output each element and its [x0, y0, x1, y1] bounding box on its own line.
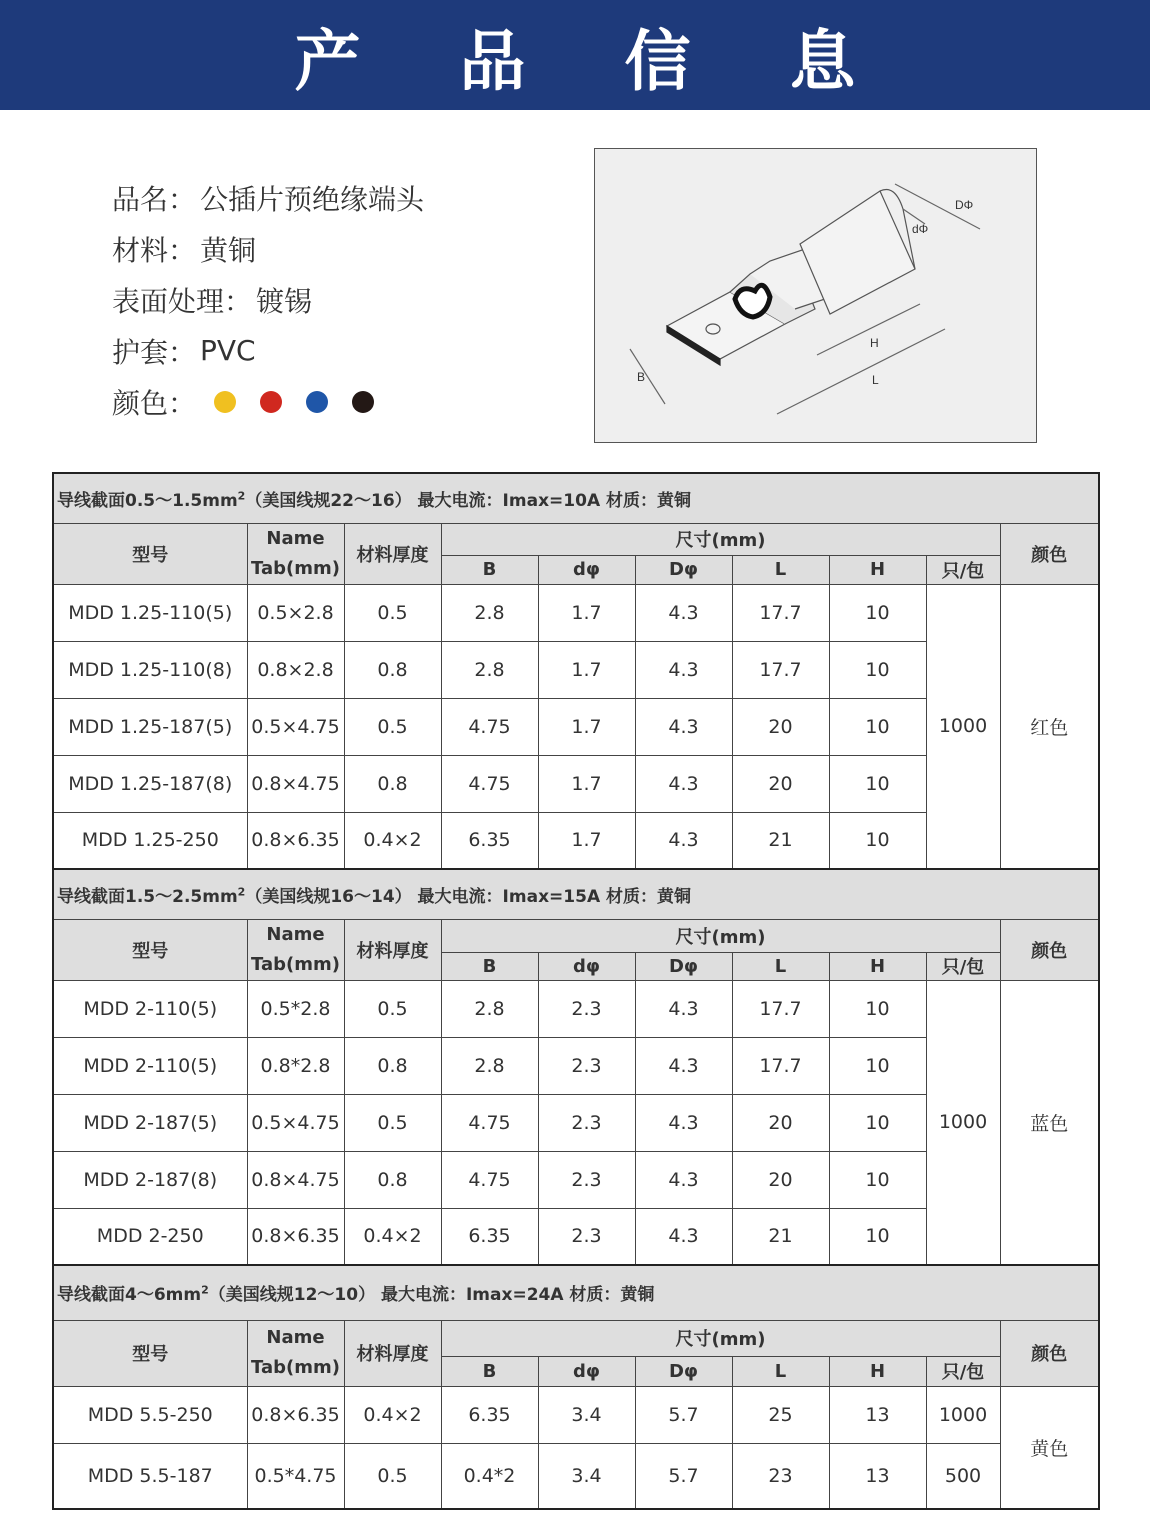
- label-l: L: [872, 373, 879, 387]
- cell-model: MDD 1.25-110(5): [53, 584, 247, 641]
- cell-d: 1.7: [538, 812, 635, 869]
- header-h: H: [829, 952, 926, 980]
- header-pack: 只/包: [926, 952, 1000, 980]
- cell-h: 10: [829, 584, 926, 641]
- label-b: B: [637, 370, 646, 384]
- cell-b: 6.35: [441, 1208, 538, 1265]
- cell-model: MDD 2-110(5): [53, 980, 247, 1037]
- terminal-diagram: [594, 148, 1037, 443]
- cell-thick: 0.5: [344, 1443, 441, 1509]
- cell-l: 20: [732, 698, 829, 755]
- product-name-row: [112, 172, 572, 223]
- cell-tab: 0.5×2.8: [247, 584, 344, 641]
- header-name-line2: Tab(mm): [251, 1357, 340, 1378]
- header-thickness: 材料厚度: [344, 919, 441, 980]
- header-thickness: 材料厚度: [344, 1320, 441, 1386]
- cell-h: 13: [829, 1386, 926, 1443]
- cell-d: 2.3: [538, 980, 635, 1037]
- header-h: H: [829, 1356, 926, 1386]
- header-dimensions: 尺寸(mm): [441, 1320, 1000, 1356]
- cell-h: 10: [829, 755, 926, 812]
- cell-b: 4.75: [441, 698, 538, 755]
- cell-h: 10: [829, 698, 926, 755]
- cell-tab: 0.8×2.8: [247, 641, 344, 698]
- column-header-row: [53, 919, 1099, 952]
- cell-tab: 0.5*2.8: [247, 980, 344, 1037]
- section-title-main: 导线截面0.5～1.5mm: [57, 490, 238, 511]
- cell-thick: 0.4×2: [344, 1208, 441, 1265]
- cell-d: 2.3: [538, 1037, 635, 1094]
- table-row: [53, 584, 1099, 641]
- cell-thick: 0.8: [344, 755, 441, 812]
- cell-l: 17.7: [732, 584, 829, 641]
- cell-tab: 0.8×4.75: [247, 755, 344, 812]
- cell-h: 10: [829, 1151, 926, 1208]
- cell-model: MDD 2-187(5): [53, 1094, 247, 1151]
- header-l: L: [732, 952, 829, 980]
- header-l: L: [732, 555, 829, 584]
- table-row: [53, 1443, 1099, 1509]
- cell-thick: 0.8: [344, 1037, 441, 1094]
- cell-thick: 0.5: [344, 584, 441, 641]
- cell-h: 10: [829, 980, 926, 1037]
- color-swatch-red: [260, 391, 282, 413]
- header-l: L: [732, 1356, 829, 1386]
- cell-model: MDD 5.5-187: [53, 1443, 247, 1509]
- cell-color: 蓝色: [1000, 980, 1099, 1265]
- section-header-row: [53, 869, 1099, 919]
- header-color: 颜色: [1000, 919, 1099, 980]
- section-title-main: 导线截面4～6mm: [57, 1285, 202, 1306]
- sleeve-row: [112, 325, 572, 376]
- header-model: 型号: [53, 919, 247, 980]
- label-h: H: [870, 336, 879, 350]
- product-name-value: 公插片预绝缘端头: [200, 182, 425, 216]
- column-header-row: [53, 523, 1099, 555]
- cell-d: 1.7: [538, 584, 635, 641]
- cell-l: 17.7: [732, 641, 829, 698]
- cell-l: 23: [732, 1443, 829, 1509]
- cell-pack: 1000: [926, 1386, 1000, 1443]
- color-swatch-black: [352, 391, 374, 413]
- section-header-row: [53, 1265, 1099, 1320]
- cell-h: 10: [829, 1094, 926, 1151]
- sleeve-label: 护套：: [112, 335, 197, 369]
- cell-h: 10: [829, 641, 926, 698]
- sleeve-value: PVC: [200, 334, 256, 367]
- cell-l: 20: [732, 1094, 829, 1151]
- cell-d: 2.3: [538, 1151, 635, 1208]
- cell-d: 1.7: [538, 641, 635, 698]
- header-model: 型号: [53, 523, 247, 584]
- color-swatch-yellow: [214, 391, 236, 413]
- section-title-sup: 2: [237, 489, 246, 503]
- cell-d: 1.7: [538, 698, 635, 755]
- cell-thick: 0.5: [344, 698, 441, 755]
- cell-h: 10: [829, 1037, 926, 1094]
- header-dimensions: 尺寸(mm): [441, 523, 1000, 555]
- section-title: [53, 1265, 1099, 1320]
- cell-b: 2.8: [441, 641, 538, 698]
- cell-thick: 0.8: [344, 641, 441, 698]
- section-title-rest: （美国线规16～14） 最大电流：Imax=15A 材质：黄铜: [245, 886, 692, 907]
- cell-l: 21: [732, 812, 829, 869]
- cell-d: 5.7: [635, 1386, 732, 1443]
- header-name-line1: Name: [266, 1327, 325, 1348]
- cell-model: MDD 1.25-187(8): [53, 755, 247, 812]
- section-title: [53, 473, 1099, 523]
- cell-model: MDD 2-110(5): [53, 1037, 247, 1094]
- cell-d: 4.3: [635, 1037, 732, 1094]
- header-name-tab: [247, 523, 344, 584]
- cell-d: 4.3: [635, 584, 732, 641]
- color-row: [112, 376, 572, 427]
- table-row: [53, 1386, 1099, 1443]
- section-title-rest: （美国线规22～16） 最大电流：Imax=10A 材质：黄铜: [245, 490, 692, 511]
- cell-h: 10: [829, 812, 926, 869]
- section-title-rest: （美国线规12～10） 最大电流：Imax=24A 材质：黄铜: [208, 1285, 655, 1306]
- header-dimensions: 尺寸(mm): [441, 919, 1000, 952]
- cell-h: 10: [829, 1208, 926, 1265]
- cell-d: 4.3: [635, 1208, 732, 1265]
- header-d_inner: dφ: [538, 952, 635, 980]
- cell-b: 4.75: [441, 755, 538, 812]
- header-name-line2: Tab(mm): [251, 557, 340, 579]
- header-name-line1: Name: [266, 923, 325, 945]
- cell-tab: 0.5×4.75: [247, 698, 344, 755]
- terminal-drawing: [595, 149, 1037, 443]
- cell-thick: 0.4×2: [344, 812, 441, 869]
- cell-model: MDD 2-187(8): [53, 1151, 247, 1208]
- header-color: 颜色: [1000, 523, 1099, 584]
- cell-d: 5.7: [635, 1443, 732, 1509]
- section-title-sup: 2: [201, 1283, 209, 1297]
- spec-table: [52, 472, 1100, 1510]
- cell-b: 6.35: [441, 812, 538, 869]
- cell-d: 4.3: [635, 755, 732, 812]
- label-outer-diameter: DΦ: [955, 198, 974, 212]
- header-color: 颜色: [1000, 1320, 1099, 1386]
- cell-tab: 0.8×6.35: [247, 1386, 344, 1443]
- cell-tab: 0.5*4.75: [247, 1443, 344, 1509]
- header-d_inner: dφ: [538, 555, 635, 584]
- banner: [0, 0, 1150, 110]
- header-name-tab: [247, 1320, 344, 1386]
- cell-l: 21: [732, 1208, 829, 1265]
- section-title: [53, 869, 1099, 919]
- cell-pack: 1000: [926, 980, 1000, 1265]
- header-d_outer: Dφ: [635, 952, 732, 980]
- color-label: 颜色：: [112, 386, 197, 420]
- column-header-row: [53, 1320, 1099, 1356]
- header-name-tab: [247, 919, 344, 980]
- header-pack: 只/包: [926, 555, 1000, 584]
- cell-b: 2.8: [441, 584, 538, 641]
- cell-tab: 0.8×6.35: [247, 812, 344, 869]
- cell-tab: 0.8×4.75: [247, 1151, 344, 1208]
- cell-color: 红色: [1000, 584, 1099, 869]
- header-b: B: [441, 1356, 538, 1386]
- cell-d: 4.3: [635, 698, 732, 755]
- cell-b: 6.35: [441, 1386, 538, 1443]
- cell-model: MDD 1.25-187(5): [53, 698, 247, 755]
- cell-thick: 0.5: [344, 980, 441, 1037]
- cell-b: 2.8: [441, 1037, 538, 1094]
- product-info: [112, 172, 572, 427]
- cell-l: 20: [732, 1151, 829, 1208]
- cell-d: 2.3: [538, 1208, 635, 1265]
- header-h: H: [829, 555, 926, 584]
- cell-d: 4.3: [635, 641, 732, 698]
- cell-tab: 0.8*2.8: [247, 1037, 344, 1094]
- cell-l: 25: [732, 1386, 829, 1443]
- cell-d: 2.3: [538, 1094, 635, 1151]
- cell-d: 3.4: [538, 1386, 635, 1443]
- cell-d: 4.3: [635, 1151, 732, 1208]
- spec-body: [53, 473, 1099, 1509]
- cell-d: 3.4: [538, 1443, 635, 1509]
- cell-model: MDD 1.25-250: [53, 812, 247, 869]
- cell-b: 4.75: [441, 1094, 538, 1151]
- section-title-sup: 2: [237, 885, 246, 899]
- cell-thick: 0.8: [344, 1151, 441, 1208]
- cell-model: MDD 1.25-110(8): [53, 641, 247, 698]
- section-title-main: 导线截面1.5～2.5mm: [57, 886, 238, 907]
- header-b: B: [441, 555, 538, 584]
- cell-b: 4.75: [441, 1151, 538, 1208]
- material-row: [112, 223, 572, 274]
- header-d_outer: Dφ: [635, 1356, 732, 1386]
- cell-tab: 0.8×6.35: [247, 1208, 344, 1265]
- header-pack: 只/包: [926, 1356, 1000, 1386]
- cell-model: MDD 5.5-250: [53, 1386, 247, 1443]
- cell-pack: 500: [926, 1443, 1000, 1509]
- cell-color: 黄色: [1000, 1386, 1099, 1509]
- cell-d: 1.7: [538, 755, 635, 812]
- cell-tab: 0.5×4.75: [247, 1094, 344, 1151]
- cell-l: 20: [732, 755, 829, 812]
- material-value: 黄铜: [200, 233, 257, 267]
- surface-row: [112, 274, 572, 325]
- page-title: 产 品 信 息: [294, 22, 894, 100]
- header-name-line2: Tab(mm): [251, 953, 340, 975]
- cell-thick: 0.5: [344, 1094, 441, 1151]
- cell-l: 17.7: [732, 1037, 829, 1094]
- header-name-line1: Name: [266, 527, 325, 549]
- surface-label: 表面处理：: [112, 284, 253, 318]
- cell-b: 0.4*2: [441, 1443, 538, 1509]
- header-b: B: [441, 952, 538, 980]
- cell-pack: 1000: [926, 584, 1000, 869]
- cell-model: MDD 2-250: [53, 1208, 247, 1265]
- cell-b: 2.8: [441, 980, 538, 1037]
- header-d_inner: dφ: [538, 1356, 635, 1386]
- label-inner-diameter: dΦ: [912, 222, 929, 236]
- color-swatch-blue: [306, 391, 328, 413]
- table-row: [53, 980, 1099, 1037]
- cell-d: 4.3: [635, 812, 732, 869]
- cell-l: 17.7: [732, 980, 829, 1037]
- header-model: 型号: [53, 1320, 247, 1386]
- material-label: 材料：: [112, 233, 197, 267]
- header-thickness: 材料厚度: [344, 523, 441, 584]
- product-name-label: 品名：: [112, 182, 197, 216]
- cell-h: 13: [829, 1443, 926, 1509]
- cell-thick: 0.4×2: [344, 1386, 441, 1443]
- section-header-row: [53, 473, 1099, 523]
- header-d_outer: Dφ: [635, 555, 732, 584]
- cell-d: 4.3: [635, 980, 732, 1037]
- cell-d: 4.3: [635, 1094, 732, 1151]
- surface-value: 镀锡: [256, 284, 313, 318]
